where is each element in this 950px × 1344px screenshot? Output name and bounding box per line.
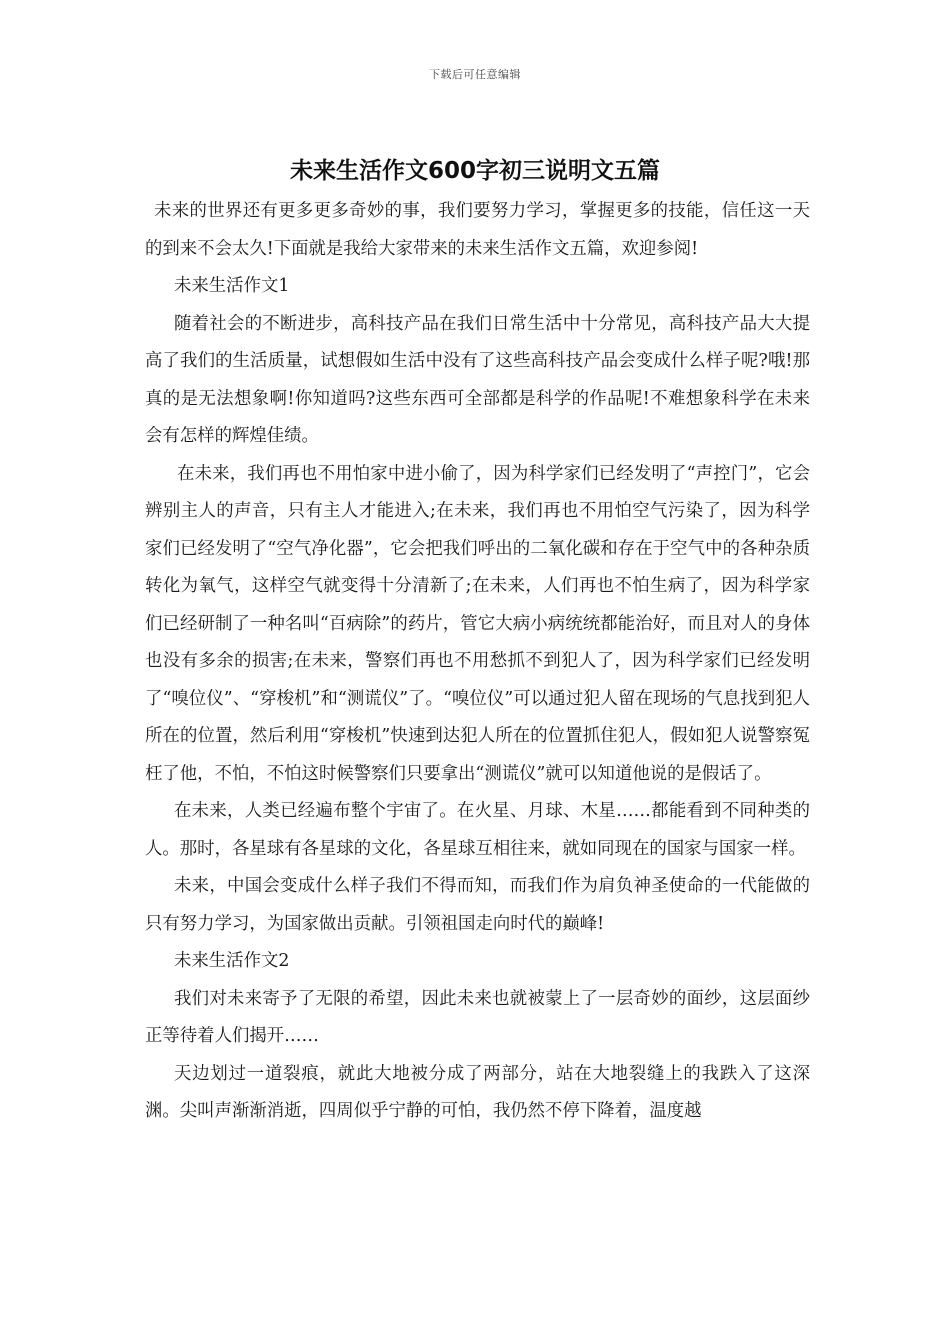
article-body <box>145 193 810 1131</box>
paragraph: 在未来，我们再也不用怕家中进小偷了，因为科学家们已经发明了“声控门”，它会辨别主人的声音，只有主人才能进入;在未来，我们再也不用怕空气污染了，因为科学家们已经发明了“空气净化器”，它会把我们呼出的二氧化碳和存在于空气中的各种杂质转化为氧气，这样空气就变得十分清新了;在未来，人们再也不怕生病了，因为科学家们已经研制了一种名叫“百病除”的药片，管它大病小病统统都能治好，而且对人的身体也没有多余的损害;在未来，警察们再也不用愁抓不到犯人了，因为科学家们已经发明了“嗅位仪”、“穿梭机”和“测谎仪”了。“嗅位仪”可以通过犯人留在现场的气息找到犯人所在的位置，然后利用“穿梭机”快速到达犯人所在的位置抓住犯人，假如犯人说警察冤枉了他，不怕，不怕这时候警察们只要拿出“测谎仪”就可以知道他说的是假话了。 <box>145 463 810 784</box>
paragraph: 天边划过一道裂痕，就此大地被分成了两部分，站在大地裂缝上的我跌入了这深渊。尖叫声渐渐消逝，四周似乎宁静的可怕，我仍然不停下降着，温度越 <box>145 1063 810 1121</box>
paragraph: 在未来，人类已经遍布整个宇宙了。在火星、月球、木星……都能看到不同种类的人。那时，各星球有各星球的文化，各星球互相往来，就如同现在的国家与国家一样。 <box>145 801 810 859</box>
header-note: 下载后可任意编辑 <box>429 68 521 81</box>
page-title: 未来生活作文600字初三说明文五篇 <box>289 158 660 184</box>
paragraph: 随着社会的不断进步，高科技产品在我们日常生活中十分常见，高科技产品大大提高了我们的生活质量，试想假如生活中没有了这些高科技产品会变成什么样子呢?哦!那真的是无法想象啊!你知道吗?这些东西可全部都是科学的作品呢!不难想象科学在未来会有怎样的辉煌佳绩。 <box>145 313 810 446</box>
paragraph: 我们对未来寄予了无限的希望，因此未来也就被蒙上了一层奇妙的面纱，这层面纱正等待着人们揭开…… <box>145 988 810 1046</box>
section-heading-1: 未来生活作文1 <box>174 276 290 296</box>
intro-paragraph: 未来的世界还有更多更多奇妙的事，我们要努力学习，掌握更多的技能，信任这一天的到来不会太久!下面就是我给大家带来的未来生活作文五篇，欢迎参阅! <box>145 201 810 259</box>
paragraph: 未来，中国会变成什么样子我们不得而知，而我们作为肩负神圣使命的一代能做的只有努力学习，为国家做出贡献。引领祖国走向时代的巅峰! <box>145 876 810 934</box>
section-heading-2: 未来生活作文2 <box>174 951 290 971</box>
